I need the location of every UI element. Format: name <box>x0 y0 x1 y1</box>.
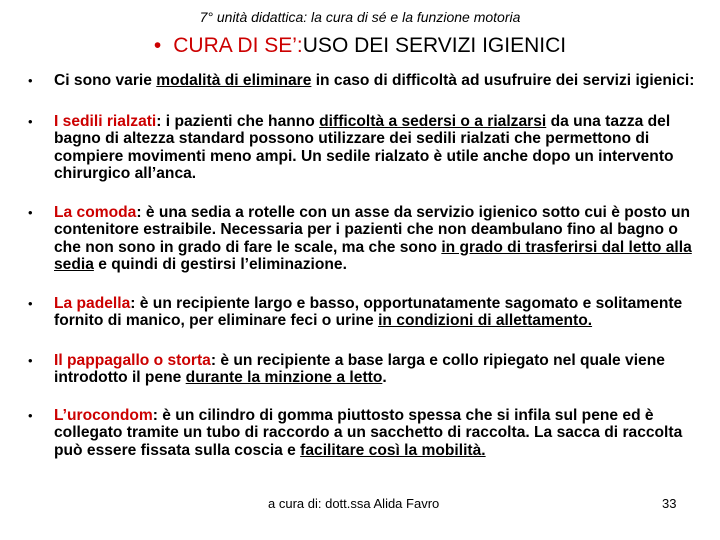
page-number: 33 <box>662 496 677 511</box>
bullet-dot: • <box>28 113 33 129</box>
bullet-dot: • <box>28 407 33 423</box>
bullet-dot: • <box>28 204 33 220</box>
underlined-text: durante la minzione a letto <box>185 369 383 386</box>
term-highlight: La comoda <box>54 203 137 221</box>
slide-title <box>0 34 720 58</box>
bullet-item-sedili <box>28 113 700 183</box>
bullet-item-intro <box>28 72 700 90</box>
text: : è un recipiente largo e basso, opportunatamente sagomato e solitamente fornito di manico, per eliminare feci o urine <box>54 294 683 329</box>
text: e quindi di gestirsi l’eliminazione. <box>93 256 347 273</box>
text: : è una sedia a rotelle con un asse da servizio igienico sotto cui è posto un contenitore estraibile. Necessaria per i pazienti che non deambulano fino al bagno o che non sono in grado di fare le scale, ma che sono <box>54 203 691 256</box>
bullet-dot: • <box>28 295 33 311</box>
bullet-item-pappagallo <box>28 352 700 387</box>
term-highlight: I sedili rialzati <box>54 112 157 130</box>
title-part2: USO DEI SERVIZI IGIENICI <box>302 34 567 57</box>
underlined-text: difficoltà a sedersi o a rialzarsi <box>319 112 547 130</box>
text: da una tazza del bagno di altezza standard possono utilizzare dei sedili rialzati che permettono di compiere movimenti meno ampi. Un sedile rialzato è utile anche dopo un intervento chirurgico all’anca. <box>54 112 674 182</box>
underlined-text: modalità di eliminare <box>156 72 312 89</box>
title-part1: CURA DI SE’: <box>173 34 303 57</box>
text: . <box>382 369 387 386</box>
title-bullet: • <box>153 34 162 57</box>
text: : i pazienti che hanno <box>156 112 320 130</box>
term-highlight: Il pappagallo o storta <box>54 351 211 369</box>
underlined-text: facilitare così la mobilità. <box>300 441 486 459</box>
footer-author: a cura di: dott.ssa Alida Favro <box>268 496 440 511</box>
text: : è un cilindro di gomma piuttosto spessa che si infila sul pene ed è collegato tramite un tubo di raccordo a un sacchetto di raccolta. La sacca di raccolta può essere fissata sulla coscia e <box>54 406 683 459</box>
term-highlight: L’urocondom <box>54 406 153 424</box>
bullet-item-comoda <box>28 204 700 274</box>
bullet-dot: • <box>28 73 33 88</box>
term-highlight: La padella <box>54 294 131 312</box>
text: Ci sono varie <box>54 72 157 89</box>
bullet-dot: • <box>28 352 33 368</box>
bullet-item-padella <box>28 295 700 330</box>
underlined-text: in grado di trasferirsi dal letto alla sedia <box>54 238 692 273</box>
slide-header: 7° unità didattica: la cura di sé e la funzione motoria <box>199 9 521 25</box>
bullet-item-urocondom <box>28 407 700 460</box>
text: in caso di difficoltà ad usufruire dei servizi igienici: <box>311 72 695 89</box>
bullet-list <box>28 72 700 459</box>
underlined-text: in condizioni di allettamento. <box>378 312 593 329</box>
text: : è un recipiente a base larga e collo ripiegato nel quale viene introdotto il pene <box>54 351 665 386</box>
